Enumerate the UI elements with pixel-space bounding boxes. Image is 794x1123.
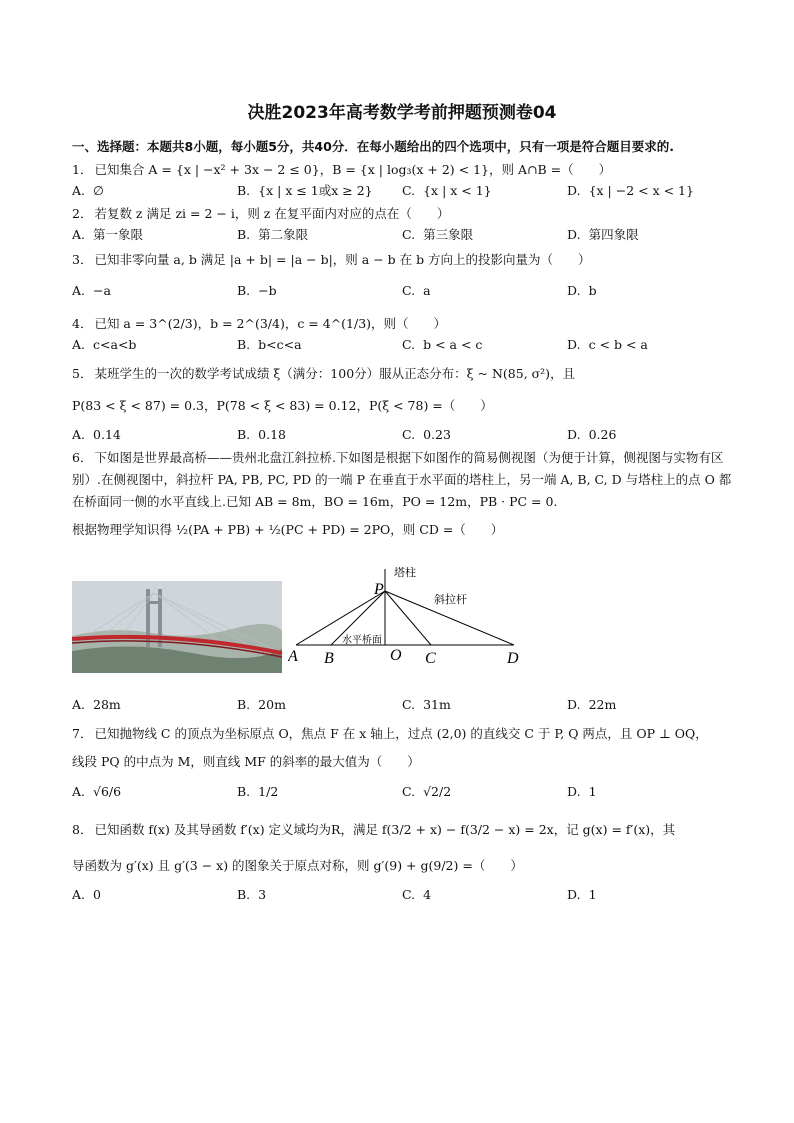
question-1-options xyxy=(72,181,732,201)
question-7: 7． 已知抛物线 C 的顶点为坐标原点 O，焦点 F 在 x 轴上，过点 (2,0) 的直线交 C 于 P, Q 两点，且 OP ⊥ OQ， xyxy=(72,726,708,741)
bridge-figure xyxy=(72,561,732,673)
section-heading: 一、选择题：本题共8小题，每小题5分，共40分．在每小题给出的四个选项中，只有一项是符合题目要求的. xyxy=(72,139,675,154)
question-6-line-2: 根据物理学知识得 ½(PA + PB) + ½(PC + PD) = 2PO，则 CD =（ ） xyxy=(72,522,504,537)
option-d: D. 1 xyxy=(567,887,597,902)
deck-label: 水平桥面 xyxy=(342,635,382,646)
question-5-line-2: P(83 < ξ < 87) = 0.3，P(78 < ξ < 83) = 0.12，P(ξ < 78) =（ ） xyxy=(72,398,493,413)
point-o: O xyxy=(390,647,402,664)
option-d: D. 0.26 xyxy=(567,427,617,442)
option-c: C. √2/2 xyxy=(402,784,452,799)
option-c: C. b < a < c xyxy=(402,337,483,352)
question-7-text: 已知抛物线 C 的顶点为坐标原点 O，焦点 F 在 x 轴上，过点 (2,0) 的直线交 C 于 P, Q 两点，且 OP ⊥ OQ， xyxy=(94,726,708,741)
option-b: B. b<c<a xyxy=(237,337,302,352)
point-c: C xyxy=(425,650,436,667)
option-b: B. 3 xyxy=(237,887,267,902)
cable-pc xyxy=(385,591,431,645)
option-b: B. 1/2 xyxy=(237,784,279,799)
question-5-text: 某班学生的一次的数学考试成绩 ξ（满分：100分）服从正态分布：ξ ~ N(85, σ²)，且 xyxy=(94,366,576,381)
question-3-options xyxy=(72,281,732,301)
point-p: P xyxy=(374,581,384,598)
question-4: 4． 已知 a = 3^(2/3)，b = 2^(3/4)，c = 4^(1/3)，则（ ） xyxy=(72,316,447,331)
point-b: B xyxy=(324,650,334,667)
question-4-text: 已知 a = 3^(2/3)，b = 2^(3/4)，c = 4^(1/3)，则（ ） xyxy=(94,316,447,331)
option-a: A. c<a<b xyxy=(72,337,137,352)
question-7-options xyxy=(72,779,732,805)
question-6-text: 下如图是世界最高桥——贵州北盘江斜拉桥.下如图是根据下如图作的简易侧视图（为便于计算，侧视图与实物有区别）.在侧视图中，斜拉杆 PA, PB, PC, PD 的一端 P 在垂直于水平面的塔柱上，另一端 A, B, C, D 与塔柱上的点 O 都在桥面同一侧的水平直线上.已知 AB = 8m，BO = 16m，PO = 12m，PB · PC = 0. xyxy=(72,450,732,509)
bridge-photo xyxy=(72,581,282,673)
option-a: A. 28m xyxy=(72,697,121,712)
question-5-options xyxy=(72,425,732,445)
option-b: B. {x | x ≤ 1或x ≥ 2} xyxy=(237,183,373,198)
option-c: C. a xyxy=(402,283,431,298)
option-b: B. 第二象限 xyxy=(237,227,309,242)
question-2-text: 若复数 z 满足 zi = 2 − i，则 z 在复平面内对应的点在（ ） xyxy=(94,206,450,221)
cable-label: 斜拉杆 xyxy=(434,593,467,606)
option-a: A. ∅ xyxy=(72,183,104,198)
option-d: D. 第四象限 xyxy=(567,227,639,242)
question-7-line-2: 线段 PQ 的中点为 M，则直线 MF 的斜率的最大值为（ ） xyxy=(72,754,420,769)
option-a: A. 第一象限 xyxy=(72,227,144,242)
exam-title: 决胜2023年高考数学考前押题预测卷04 xyxy=(247,103,557,123)
option-b: B. 0.18 xyxy=(237,427,287,442)
question-3-text: 已知非零向量 a, b 满足 |a + b| = |a − b|，则 a − b 在 b 方向上的投影向量为（ ） xyxy=(94,252,591,267)
exam-page xyxy=(72,98,732,907)
option-a: A. √6/6 xyxy=(72,784,122,799)
option-d: D. {x | −2 < x < 1} xyxy=(567,183,694,198)
bridge-diagram xyxy=(288,561,528,673)
question-4-options xyxy=(72,335,732,355)
option-c: C. {x | x < 1} xyxy=(402,183,492,198)
question-8-text: 已知函数 f(x) 及其导函数 f′(x) 定义域均为R，满足 f(3/2 + x) − f(3/2 − x) = 2x，记 g(x) = f′(x)，其 xyxy=(94,822,676,837)
tower-label: 塔柱 xyxy=(394,566,416,579)
option-c: C. 31m xyxy=(402,697,451,712)
option-c: C. 4 xyxy=(402,887,432,902)
point-d: D xyxy=(507,650,519,667)
question-8-options xyxy=(72,885,732,905)
option-d: D. 1 xyxy=(567,784,597,799)
option-d: D. b xyxy=(567,283,597,298)
question-2: 2． 若复数 z 满足 zi = 2 − i，则 z 在复平面内对应的点在（ ） xyxy=(72,206,450,221)
option-c: C. 0.23 xyxy=(402,427,451,442)
option-a: A. −a xyxy=(72,283,111,298)
question-5: 5． 某班学生的一次的数学考试成绩 ξ（满分：100分）服从正态分布：ξ ~ N(85, σ²)，且 xyxy=(72,366,576,381)
question-6: 6． 下如图是世界最高桥——贵州北盘江斜拉桥.下如图是根据下如图作的简易侧视图（为便于计算，侧视图与实物有区别）.在侧视图中，斜拉杆 PA, PB, PC, PD 的一端 P 在垂直于水平面的塔柱上，另一端 A, B, C, D 与塔柱上的点 O 都在桥面同一侧的水平直线上.已知 AB = 8m，BO = 16m，PO = 12m，PB · PC = 0. xyxy=(72,450,732,509)
question-3: 3． 已知非零向量 a, b 满足 |a + b| = |a − b|，则 a − b 在 b 方向上的投影向量为（ ） xyxy=(72,252,591,267)
question-1: 1． 已知集合 A = {x | −x² + 3x − 2 ≤ 0}，B = {x | log₃(x + 2) < 1}，则 A∩B =（ ） xyxy=(72,162,612,177)
question-8: 8． 已知函数 f(x) 及其导函数 f′(x) 定义域均为R，满足 f(3/2 + x) − f(3/2 − x) = 2x，记 g(x) = f′(x)，其 xyxy=(72,822,676,837)
option-b: B. 20m xyxy=(237,697,286,712)
option-b: B. −b xyxy=(237,283,277,298)
option-a: A. 0 xyxy=(72,887,101,902)
bridge-photo-image xyxy=(72,581,282,673)
point-a: A xyxy=(288,648,298,665)
question-2-options xyxy=(72,225,732,245)
question-6-options xyxy=(72,695,732,715)
option-d: D. 22m xyxy=(567,697,617,712)
option-c: C. 第三象限 xyxy=(402,227,474,242)
question-8-line-2: 导函数为 g′(x) 且 g′(3 − x) 的图象关于原点对称，则 g′(9) + g(9/2) =（ ） xyxy=(72,858,523,873)
option-a: A. 0.14 xyxy=(72,427,121,442)
option-d: D. c < b < a xyxy=(567,337,648,352)
question-1-text: 已知集合 A = {x | −x² + 3x − 2 ≤ 0}，B = {x | log₃(x + 2) < 1}，则 A∩B =（ ） xyxy=(94,162,612,177)
